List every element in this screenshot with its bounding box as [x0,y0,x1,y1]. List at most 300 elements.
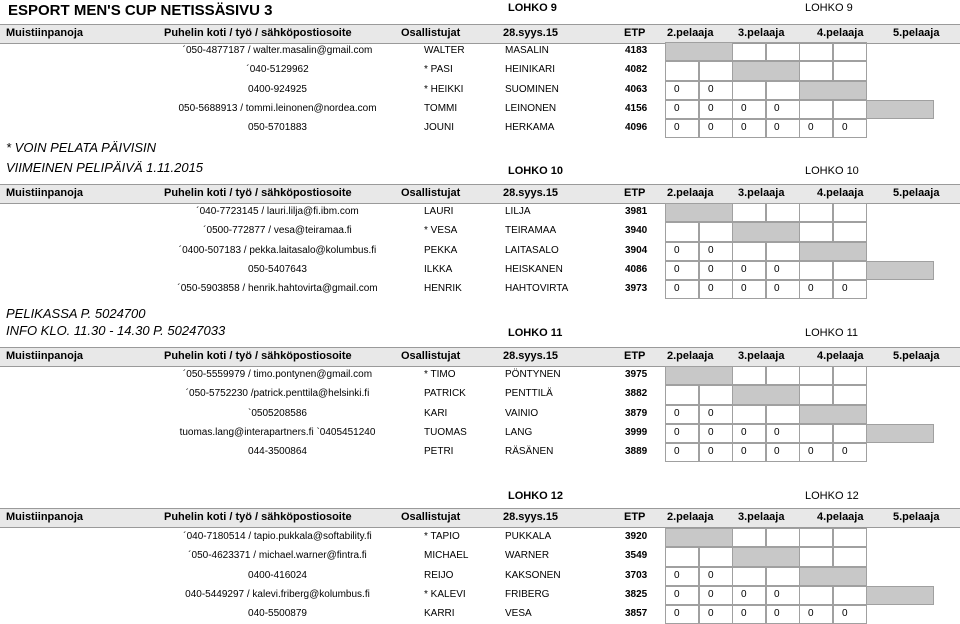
first-name: ILKKA [424,263,453,275]
score-cell [732,366,766,385]
column-header: ETP [624,511,646,523]
contact-info: tuomas.lang@interapartners.fi `0405451240 [179,426,376,438]
match-score: 0 [708,608,714,620]
match-score: 0 [774,426,780,438]
table-row [0,61,960,79]
score-cell [766,81,800,100]
first-name: * PASI [424,64,453,76]
column-header: 3.pelaaja [738,350,785,362]
self-match-cell [866,261,934,280]
last-name: VESA [505,608,532,620]
last-name: RÄSÄNEN [505,446,554,458]
table-row [0,443,960,461]
column-header: Osallistujat [401,350,461,362]
column-header: 4.pelaaja [817,27,864,39]
contact-info: 050-5701883 [248,122,307,134]
score-cell [799,61,833,80]
score-cell [665,119,699,138]
last-name: PENTTILÄ [505,388,553,400]
score-cell [833,261,867,280]
first-name: PETRI [424,446,454,458]
table-row [0,222,960,240]
match-score: 0 [774,446,780,458]
score-cell [766,119,800,138]
score-cell [833,528,867,547]
match-score: 0 [708,122,714,134]
match-score: 0 [741,102,747,114]
column-header: 28.syys.15 [503,187,559,199]
score-cell [766,366,800,385]
etp-points: 3904 [625,244,648,256]
table-row [0,261,960,279]
score-cell [799,280,833,299]
column-header: Puhelin koti / työ / sähköpostiosoite [164,350,352,362]
score-cell [833,42,867,61]
score-cell [732,443,766,462]
score-cell [833,424,867,443]
score-cell [665,547,699,566]
etp-points: 3975 [625,369,648,380]
lohko-label: LOHKO 9 [508,2,557,14]
table-row [0,119,960,137]
score-cell [699,119,733,138]
column-header: Muistiinpanoja [6,27,83,39]
match-score: 0 [674,446,680,458]
column-header: ETP [624,350,646,362]
last-name: MASALIN [505,45,549,56]
score-cell [833,61,867,80]
score-cell [699,385,733,404]
contact-info: ´040-7723145 / lauri.lilja@fi.ibm.com [196,206,359,217]
score-cell [799,385,833,404]
score-cell [766,203,800,222]
self-match-cell [732,547,800,566]
contact-info: ´040-7180514 / tapio.pukkala@softability.fi [183,531,372,542]
table-row [0,81,960,99]
score-cell [833,547,867,566]
score-cell [766,605,800,624]
score-cell [699,261,733,280]
match-score: 0 [708,244,714,256]
self-match-cell [665,366,733,385]
last-name: HEISKANEN [505,263,563,275]
column-header: 5.pelaaja [893,27,940,39]
match-score: 0 [808,608,814,620]
column-header: 3.pelaaja [738,511,785,523]
column-header: Puhelin koti / työ / sähköpostiosoite [164,187,352,199]
self-match-cell [799,242,867,261]
etp-points: 4086 [625,263,648,275]
score-cell [799,528,833,547]
match-score: 0 [708,569,714,581]
contact-info: `0505208586 [248,407,307,419]
column-header: ETP [624,27,646,39]
score-cell [833,366,867,385]
table-row [0,280,960,298]
score-cell [665,443,699,462]
score-cell [766,528,800,547]
contact-info: 0400-924925 [248,83,307,95]
contact-info: ´040-5129962 [246,64,309,76]
etp-points: 3825 [625,588,648,600]
etp-points: 3703 [625,569,648,581]
score-cell [833,385,867,404]
note-info: INFO KLO. 11.30 - 14.30 P. 50247033 [6,323,226,338]
match-score: 0 [842,608,848,620]
score-cell [799,443,833,462]
score-cell [665,605,699,624]
column-header: 28.syys.15 [503,27,559,39]
page-number: SIVU 3 [225,2,273,19]
score-cell [799,366,833,385]
score-cell [833,443,867,462]
column-header: 2.pelaaja [667,27,714,39]
score-cell [833,100,867,119]
score-cell [833,586,867,605]
table-row [0,547,960,565]
match-score: 0 [741,446,747,458]
score-cell [732,586,766,605]
first-name: KARRI [424,608,455,620]
score-cell [766,280,800,299]
match-score: 0 [674,102,680,114]
column-header: 28.syys.15 [503,350,559,362]
score-cell [766,42,800,61]
match-score: 0 [674,407,680,419]
etp-points: 4082 [625,64,648,76]
score-cell [699,605,733,624]
match-score: 0 [741,426,747,438]
column-header: Puhelin koti / työ / sähköpostiosoite [164,27,352,39]
column-header: 3.pelaaja [738,187,785,199]
column-header: ETP [624,187,646,199]
etp-points: 3879 [625,407,648,419]
first-name: JOUNI [424,122,454,134]
lohko-label-right: LOHKO 12 [805,490,859,502]
contact-info: ´050-5752230 /patrick.penttila@helsinki.fi [185,388,370,400]
last-name: LILJA [505,206,531,217]
etp-points: 3981 [625,206,648,217]
match-score: 0 [674,588,680,600]
table-row [0,203,960,221]
score-cell [732,242,766,261]
match-score: 0 [808,283,814,295]
score-cell [732,528,766,547]
match-score: 0 [774,608,780,620]
etp-points: 3549 [625,550,648,562]
match-score: 0 [674,244,680,256]
column-header: Muistiinpanoja [6,511,83,523]
contact-info: 040-5449297 / kalevi.friberg@kolumbus.fi [185,588,370,600]
self-match-cell [732,222,800,241]
table-row [0,42,960,60]
etp-points: 3889 [625,446,648,458]
score-cell [799,424,833,443]
column-header: 4.pelaaja [817,187,864,199]
score-cell [799,119,833,138]
last-name: LEINONEN [505,102,557,114]
last-name: KAKSONEN [505,569,561,581]
match-score: 0 [774,102,780,114]
table-row [0,242,960,260]
page-title: ESPORT MEN'S CUP NETISSÄ [8,2,226,19]
score-cell [665,261,699,280]
match-score: 0 [741,608,747,620]
first-name: TOMMI [424,102,458,114]
table-row [0,405,960,423]
table-row [0,385,960,403]
table-row [0,366,960,384]
lohko-label-right: LOHKO 11 [805,327,858,339]
column-header: 2.pelaaja [667,511,714,523]
score-cell [665,81,699,100]
self-match-cell [665,203,733,222]
note-cashier: PELIKASSA P. 5024700 [6,306,146,321]
column-header: 5.pelaaja [893,511,940,523]
table-row [0,100,960,118]
column-header: Muistiinpanoja [6,187,83,199]
score-cell [833,222,867,241]
score-cell [732,280,766,299]
self-match-cell [799,567,867,586]
score-cell [665,405,699,424]
score-cell [732,100,766,119]
score-cell [699,405,733,424]
column-header: Puhelin koti / työ / sähköpostiosoite [164,511,352,523]
score-cell [665,222,699,241]
score-cell [732,81,766,100]
score-cell [799,222,833,241]
column-header: Muistiinpanoja [6,350,83,362]
match-score: 0 [741,588,747,600]
match-score: 0 [741,263,747,275]
first-name: * HEIKKI [424,83,464,95]
last-name: PUKKALA [505,531,552,542]
score-cell [665,280,699,299]
column-header: 5.pelaaja [893,350,940,362]
etp-points: 4156 [625,102,648,114]
first-name: KARI [424,407,448,419]
score-cell [732,261,766,280]
score-cell [732,203,766,222]
score-cell [665,567,699,586]
contact-info: ´0500-772877 / vesa@teiramaa.fi [203,225,352,237]
column-header: 2.pelaaja [667,187,714,199]
score-cell [799,203,833,222]
table-header [0,184,960,204]
self-match-cell [799,81,867,100]
score-cell [699,61,733,80]
self-match-cell [665,42,733,61]
column-header: 28.syys.15 [503,511,559,523]
match-score: 0 [708,588,714,600]
contact-info: 040-5500879 [248,608,307,620]
first-name: * VESA [424,225,458,237]
score-cell [833,119,867,138]
self-match-cell [866,100,934,119]
first-name: * KALEVI [424,588,466,600]
last-name: LAITASALO [505,244,559,256]
etp-points: 4063 [625,83,648,95]
match-score: 0 [674,426,680,438]
first-name: LAURI [424,206,454,217]
match-score: 0 [708,426,714,438]
self-match-cell [665,528,733,547]
match-score: 0 [674,122,680,134]
score-cell [766,242,800,261]
etp-points: 3999 [625,426,648,438]
score-cell [766,405,800,424]
column-header: 2.pelaaja [667,350,714,362]
match-score: 0 [774,283,780,295]
match-score: 0 [674,283,680,295]
score-cell [833,280,867,299]
contact-info: 044-3500864 [248,446,307,458]
last-name: VAINIO [505,407,539,419]
score-cell [766,443,800,462]
last-name: FRIBERG [505,588,550,600]
lohko-label: LOHKO 11 [508,327,563,339]
score-cell [665,242,699,261]
score-cell [699,443,733,462]
etp-points: 4183 [625,45,648,56]
last-name: WARNER [505,550,550,562]
score-cell [833,203,867,222]
match-score: 0 [674,263,680,275]
match-score: 0 [674,83,680,95]
match-score: 0 [708,283,714,295]
first-name: HENRIK [424,283,462,295]
score-cell [665,424,699,443]
contact-info: ´050-5559979 / timo.pontynen@gmail.com [182,369,373,380]
score-cell [665,385,699,404]
match-score: 0 [708,446,714,458]
match-score: 0 [842,446,848,458]
last-name: TEIRAMAA [505,225,557,237]
score-cell [732,119,766,138]
match-score: 0 [708,102,714,114]
contact-info: 050-5688913 / tommi.leinonen@nordea.com [178,102,377,114]
last-name: PÖNTYNEN [505,369,561,380]
score-cell [799,586,833,605]
lohko-label: LOHKO 10 [508,165,564,177]
etp-points: 3940 [625,225,648,237]
etp-points: 4096 [625,122,648,134]
match-score: 0 [708,83,714,95]
first-name: REIJO [424,569,454,581]
match-score: 0 [774,588,780,600]
match-score: 0 [708,263,714,275]
score-cell [732,42,766,61]
score-cell [699,424,733,443]
score-cell [732,405,766,424]
score-cell [766,261,800,280]
last-name: LANG [505,426,533,438]
score-cell [665,586,699,605]
match-score: 0 [774,263,780,275]
score-cell [699,547,733,566]
match-score: 0 [741,122,747,134]
score-cell [766,567,800,586]
match-score: 0 [674,608,680,620]
first-name: MICHAEL [424,550,469,562]
first-name: TUOMAS [424,426,467,438]
last-name: SUOMINEN [505,83,559,95]
contact-info: ´050-4877187 / walter.masalin@gmail.com [182,45,373,56]
etp-points: 3857 [625,608,648,620]
first-name: WALTER [424,45,465,56]
column-header: 4.pelaaja [817,511,864,523]
column-header: 5.pelaaja [893,187,940,199]
contact-info: 050-5407643 [248,263,307,275]
score-cell [699,222,733,241]
first-name: * TIMO [424,369,456,380]
match-score: 0 [808,446,814,458]
score-cell [732,567,766,586]
last-name: HAHTOVIRTA [505,283,569,295]
score-cell [699,280,733,299]
self-match-cell [799,405,867,424]
contact-info: ´050-5903858 / henrik.hahtovirta@gmail.com [177,283,378,295]
etp-points: 3920 [625,531,648,542]
score-cell [665,61,699,80]
score-cell [732,605,766,624]
self-match-cell [866,424,934,443]
self-match-cell [866,586,934,605]
lohko-label-right: LOHKO 10 [805,165,859,177]
match-score: 0 [842,283,848,295]
table-row [0,424,960,442]
score-cell [699,242,733,261]
etp-points: 3973 [625,283,648,295]
first-name: PATRICK [424,388,466,400]
score-cell [833,605,867,624]
score-cell [799,42,833,61]
self-match-cell [732,385,800,404]
column-header: Osallistujat [401,187,461,199]
score-cell [732,424,766,443]
last-name: HEINIKARI [505,64,556,76]
table-row [0,567,960,585]
self-match-cell [732,61,800,80]
score-cell [699,100,733,119]
match-score: 0 [842,122,848,134]
column-header: 4.pelaaja [817,350,864,362]
etp-points: 3882 [625,388,648,400]
match-score: 0 [774,122,780,134]
score-cell [699,81,733,100]
note-daytime: * VOIN PELATA PÄIVISIN [6,140,157,155]
column-header: Osallistujat [401,511,461,523]
table-header [0,24,960,44]
table-header [0,347,960,367]
table-header [0,508,960,528]
score-cell [799,547,833,566]
column-header: Osallistujat [401,27,461,39]
match-score: 0 [741,283,747,295]
score-cell [699,567,733,586]
lohko-label-right: LOHKO 9 [805,2,853,14]
score-cell [766,586,800,605]
table-row [0,605,960,623]
score-cell [766,424,800,443]
table-row [0,528,960,546]
match-score: 0 [708,407,714,419]
score-cell [699,586,733,605]
match-score: 0 [674,569,680,581]
column-header: 3.pelaaja [738,27,785,39]
score-cell [799,261,833,280]
